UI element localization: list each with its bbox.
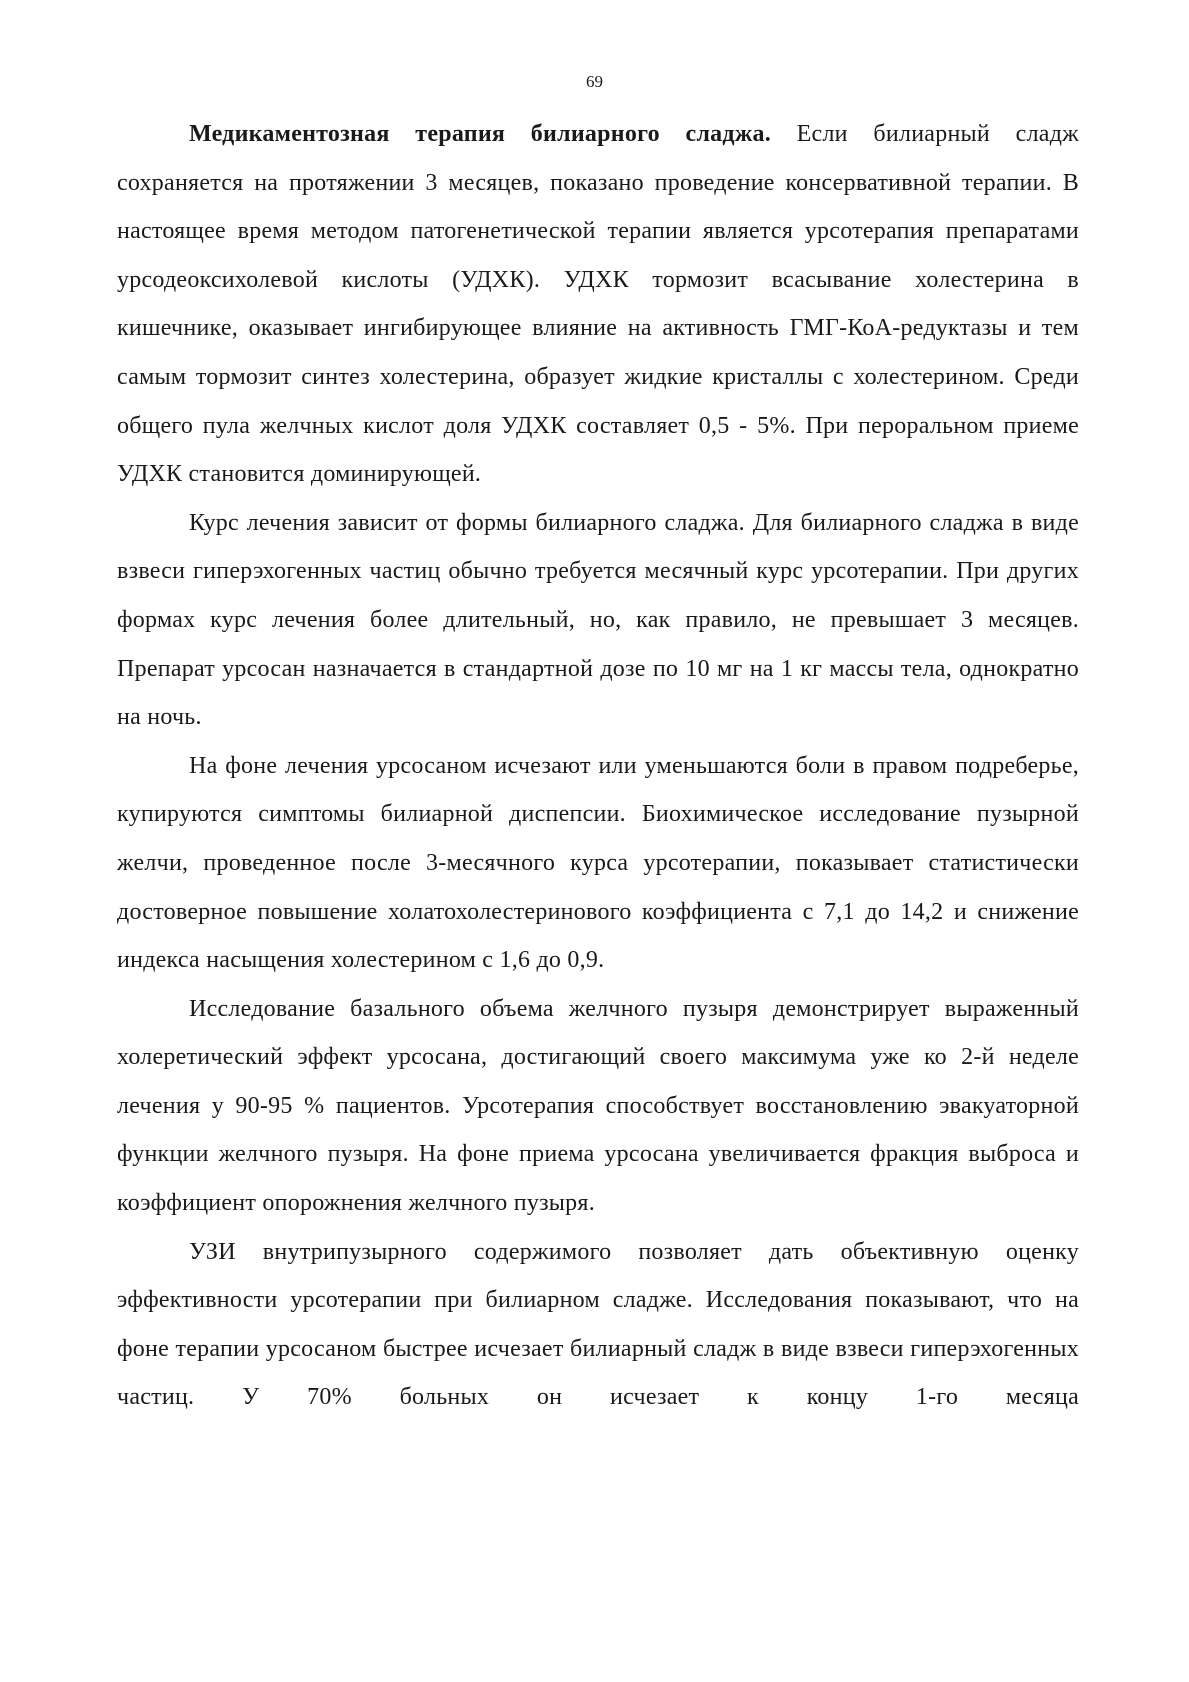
paragraph-ultrasound: УЗИ внутрипузырного содержимого позволяет дать объективную оценку эффективности урсотерапии при билиарном сладже. Исследования показывают, что на фоне терапии урсосаном быстрее исчезает билиарный сладж в виде взвеси гиперэхогенных частиц. У 70% больных он исчезает к концу 1-го месяца: [117, 1238, 1079, 1411]
paragraph-treatment-effects: На фоне лечения урсосаном исчезают или уменьшаются боли в правом подреберье, купируются симптомы билиарной диспепсии. Биохимическое исследование пузырной желчи, проведенное после 3-месячного курса урсотерапии, показывает статистически достоверное повышение холатохолестеринового коэффициента с 7,1 до 14,2 и снижение индекса насыщения холестерином с 1,6 до 0,9.: [117, 752, 1079, 974]
body-text: [117, 110, 1079, 1422]
page-number: 69: [586, 72, 603, 91]
section-heading: Медикаментозная терапия билиарного сладжа.: [189, 121, 771, 147]
paragraph-ursotherapy-intro: [117, 110, 1079, 499]
paragraph-treatment-course: Курс лечения зависит от формы билиарного сладжа. Для билиарного сладжа в виде взвеси гиперэхогенных частиц обычно требуется месячный курс урсотерапии. При других формах курс лечения более длительный, но, как правило, не превышает 3 месяцев. Препарат урсосан назначается в стандартной дозе по 10 мг на 1 кг массы тела, однократно на ночь.: [117, 509, 1079, 731]
paragraph-gallbladder-volume: Исследование базального объема желчного пузыря демонстрирует выраженный холеретический эффект урсосана, достигающий своего максимума уже ко 2-й неделе лечения у 90-95 % пациентов. Урсотерапия способствует восстановлению эвакуаторной функции желчного пузыря. На фоне приема урсосана увеличивается фракция выброса и коэффициент опорожнения желчного пузыря.: [117, 995, 1079, 1217]
paragraph-text: Если билиарный сладж сохраняется на протяжении 3 месяцев, показано проведение консервативной терапии. В настоящее время методом патогенетической терапии является урсотерапия препаратами урсодеоксихолевой кислоты (УДХК). УДХК тормозит всасывание холестерина в кишечнике, оказывает ингибирующее влияние на активность ГМГ-КоА-редуктазы и тем самым тормозит синтез холестерина, образует жидкие кристаллы с холестерином. Среди общего пула желчных кислот доля УДХК составляет 0,5 - 5%. При пероральном приеме УДХК становится доминирующей.: [117, 121, 1079, 488]
